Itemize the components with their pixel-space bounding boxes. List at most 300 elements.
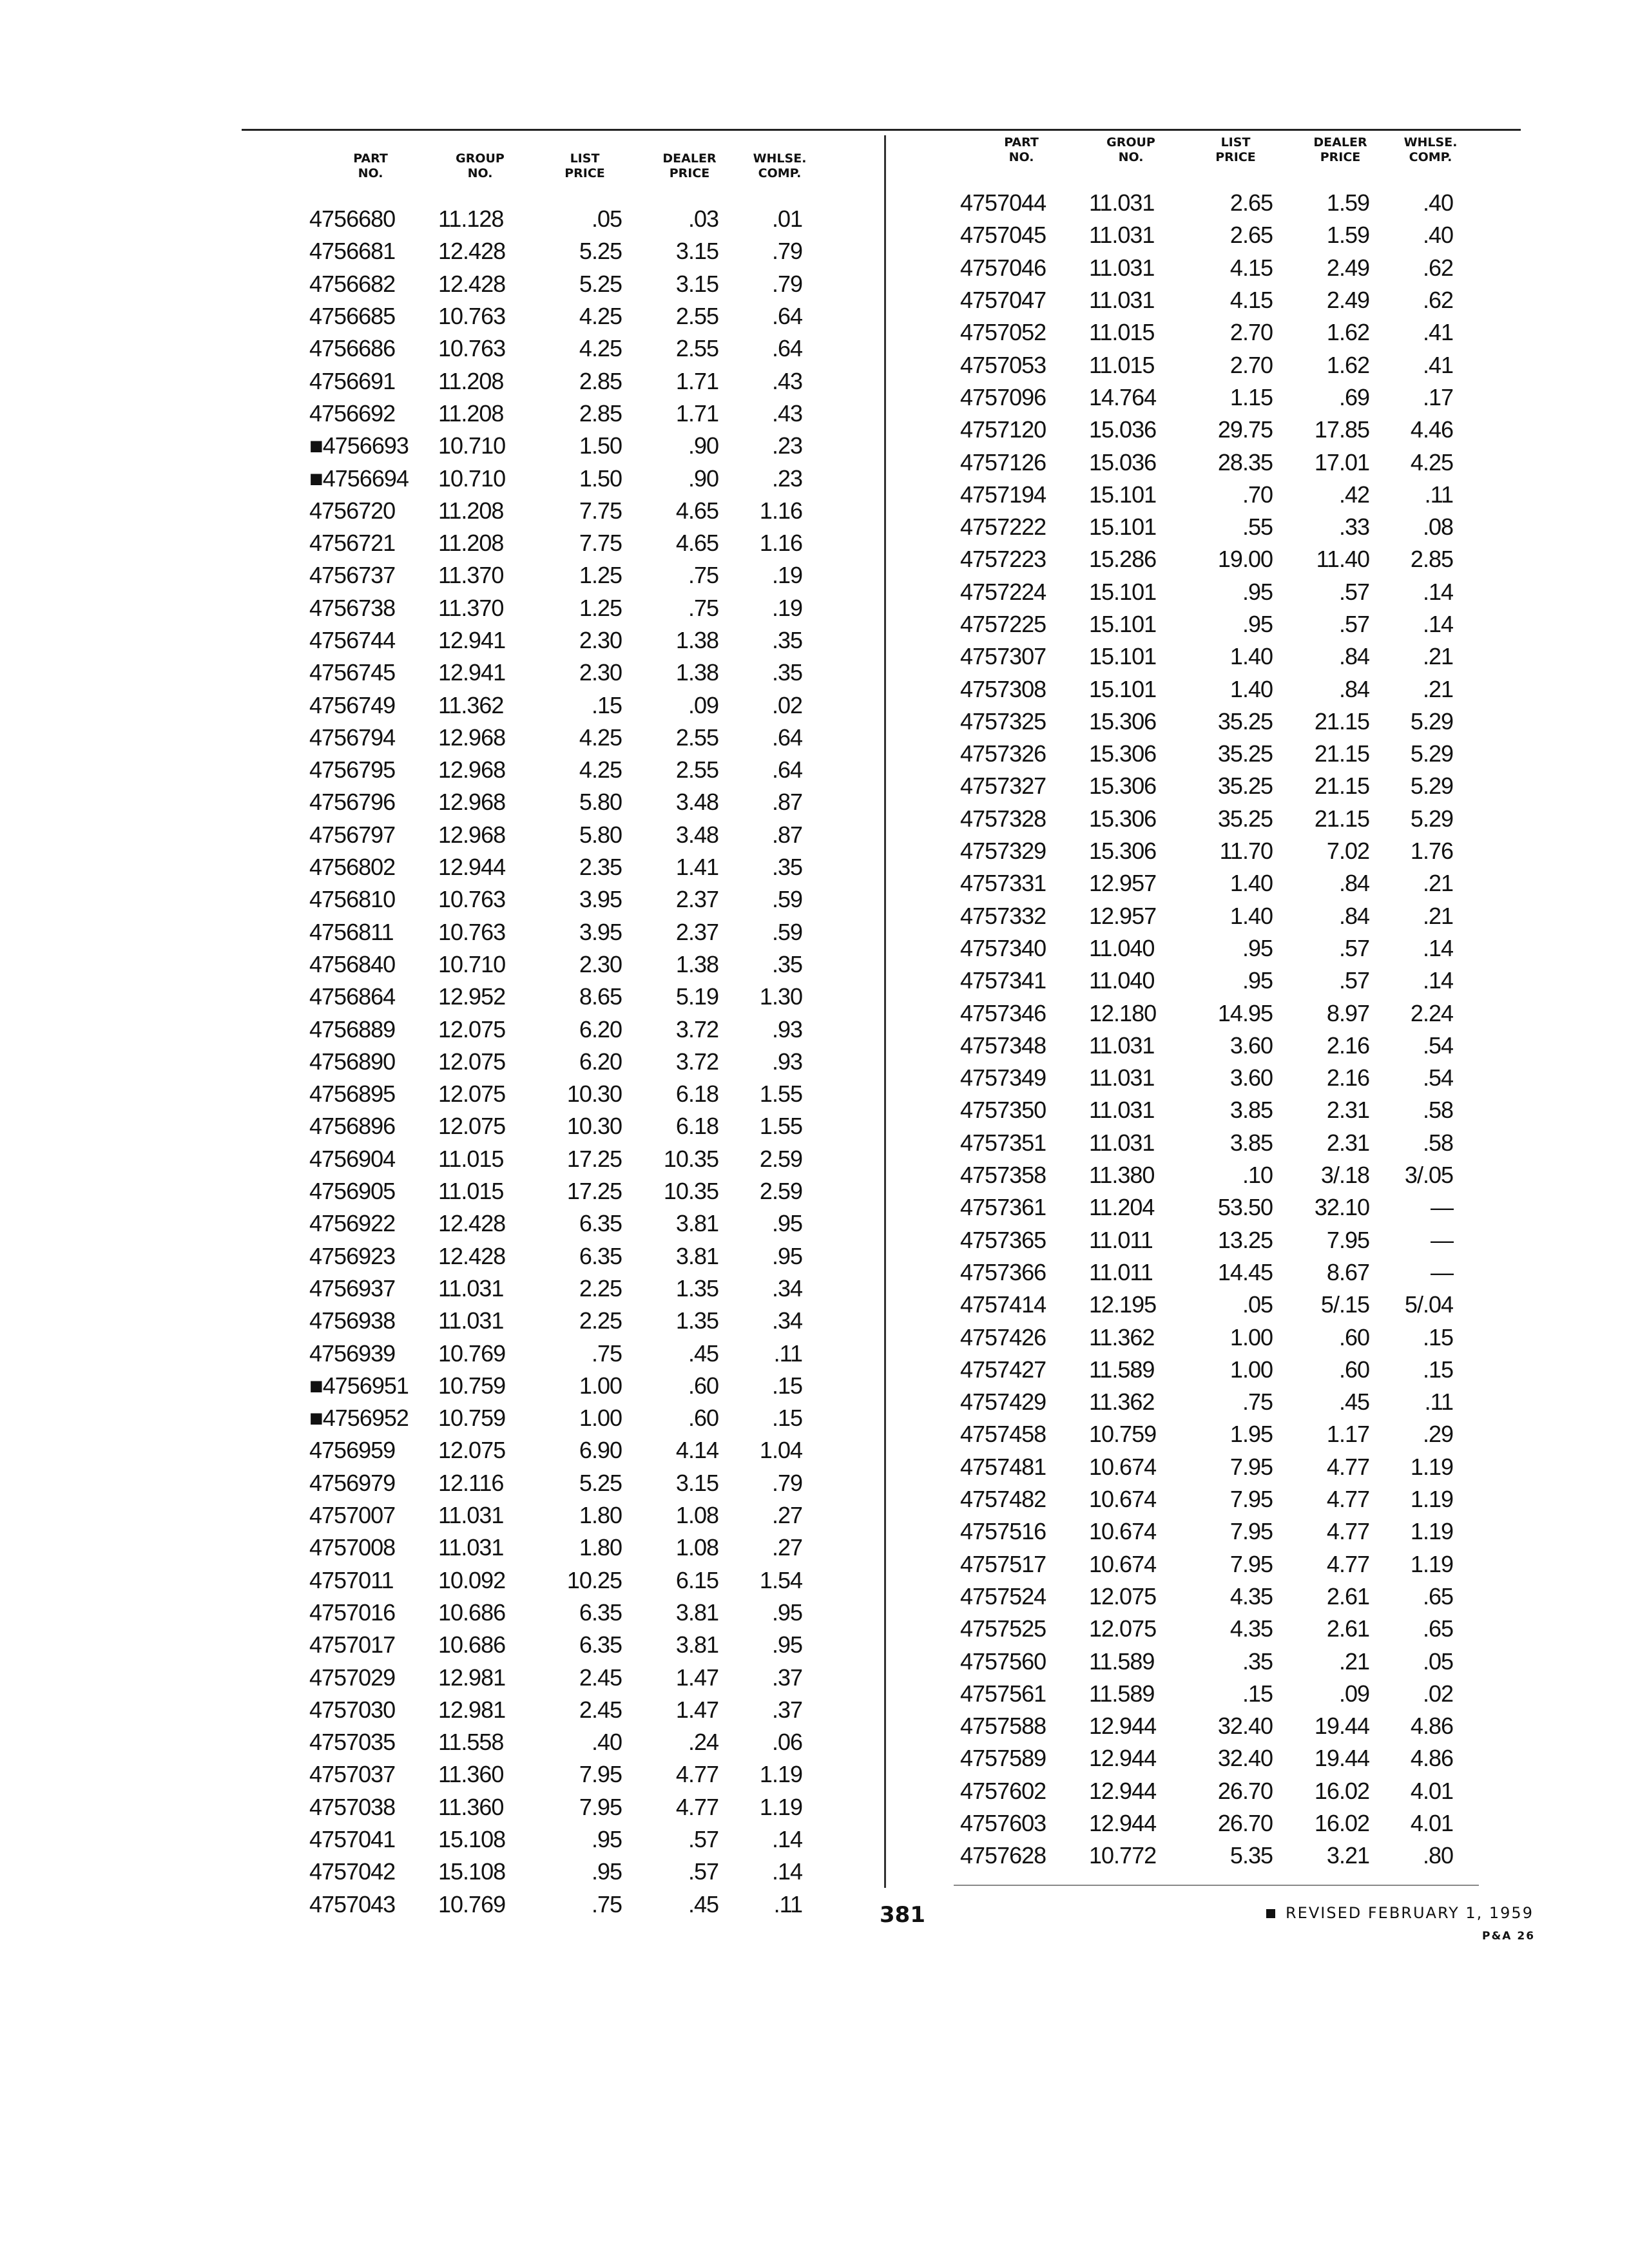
group-no-cell: 12.981 <box>438 1664 506 1691</box>
part-no-cell: 4757628 <box>960 1842 1046 1869</box>
part-no-cell: 4757222 <box>960 514 1046 541</box>
table-row <box>960 381 1472 414</box>
dealer-price-cell: 1.62 <box>1326 351 1369 378</box>
whlse-comp-cell: .21 <box>1422 870 1453 897</box>
part-no-cell: 4756802 <box>309 854 396 881</box>
group-no-cell: 11.360 <box>438 1761 504 1788</box>
table-row <box>309 624 822 657</box>
part-no-cell: 4756840 <box>309 950 396 977</box>
dealer-price-cell: .21 <box>1338 1648 1369 1675</box>
whlse-comp-cell: .35 <box>771 950 802 977</box>
dealer-price-cell: 1.62 <box>1326 319 1369 346</box>
group-no-cell: 12.957 <box>1089 902 1157 929</box>
dealer-price-cell: .45 <box>1338 1389 1369 1416</box>
part-no-cell: 4756979 <box>309 1469 396 1496</box>
table-row <box>960 187 1472 219</box>
dealer-price-cell: 10.35 <box>663 1145 718 1172</box>
whlse-comp-cell: .59 <box>771 918 802 945</box>
group-no-cell: 10.686 <box>438 1599 506 1626</box>
table-row <box>309 1402 822 1434</box>
whlse-comp-cell: .11 <box>1424 1389 1453 1416</box>
list-price-cell: 6.20 <box>579 1048 622 1075</box>
table-row <box>960 1515 1472 1548</box>
part-no-cell: 4757561 <box>960 1680 1046 1707</box>
whlse-comp-cell: .21 <box>1422 643 1453 670</box>
list-price-cell: 3.60 <box>1229 1032 1273 1059</box>
group-no-cell: 12.075 <box>438 1015 506 1043</box>
table-row <box>309 981 822 1013</box>
table-row <box>309 786 822 818</box>
list-price-cell: 1.40 <box>1229 643 1273 670</box>
part-no-cell: 4757120 <box>960 416 1046 443</box>
dealer-price-cell: 2.49 <box>1326 254 1369 281</box>
part-no-cell: 4756680 <box>309 206 396 233</box>
list-price-cell: 5.25 <box>579 270 622 297</box>
table-row <box>309 398 822 430</box>
whlse-comp-cell: .79 <box>771 238 802 265</box>
whlse-comp-cell: .95 <box>771 1242 802 1269</box>
whlse-comp-cell: .11 <box>1424 481 1453 508</box>
list-price-cell: 2.25 <box>579 1307 622 1334</box>
group-no-cell: 12.075 <box>438 1048 506 1075</box>
dealer-price-cell: 1.59 <box>1326 222 1369 249</box>
dealer-price-cell: 2.31 <box>1326 1129 1369 1156</box>
dealer-price-cell: .03 <box>688 206 718 233</box>
table-row <box>309 495 822 527</box>
part-no-cell: 4756682 <box>309 270 396 297</box>
part-no-cell: 4757038 <box>309 1793 396 1820</box>
part-no-cell: 4756795 <box>309 756 396 783</box>
whlse-comp-cell: .58 <box>1422 1097 1453 1124</box>
table-row <box>960 1354 1472 1386</box>
dealer-price-cell: .60 <box>688 1405 718 1432</box>
part-no-cell: 4757042 <box>309 1858 396 1885</box>
part-no-cell: 4757053 <box>960 351 1046 378</box>
group-no-cell: 11.589 <box>1089 1648 1155 1675</box>
whlse-comp-cell: .95 <box>771 1599 802 1626</box>
whlse-comp-cell: 1.19 <box>1410 1550 1453 1577</box>
list-price-cell: .75 <box>1242 1389 1273 1416</box>
list-price-cell: 35.25 <box>1217 773 1273 800</box>
table-row <box>309 916 822 948</box>
list-price-cell: 26.70 <box>1217 1809 1273 1836</box>
group-no-cell: 12.968 <box>438 724 506 751</box>
list-price-cell: 1.95 <box>1229 1421 1273 1448</box>
whlse-comp-cell: .15 <box>1422 1323 1453 1350</box>
part-no-cell: 4757030 <box>309 1696 396 1723</box>
part-no-header: PART NO. <box>353 151 388 180</box>
group-no-cell: 11.031 <box>1089 287 1155 314</box>
group-no-cell: 15.101 <box>1089 643 1157 670</box>
group-no-cell: 10.759 <box>438 1372 506 1399</box>
list-price-cell: 10.30 <box>566 1081 622 1108</box>
table-row <box>309 527 822 559</box>
whlse-comp-cell: .05 <box>1422 1648 1453 1675</box>
part-no-cell: 4757332 <box>960 902 1046 929</box>
part-no-cell: 4756794 <box>309 724 396 751</box>
whlse-comp-cell: .23 <box>771 465 802 492</box>
group-no-cell: 11.015 <box>438 1145 504 1172</box>
whlse-comp-header: WHLSE. COMP. <box>753 151 807 180</box>
part-no-header: PART NO. <box>1004 135 1039 164</box>
list-price-cell: 53.50 <box>1217 1194 1273 1221</box>
dealer-price-cell: 2.55 <box>675 724 718 751</box>
group-no-cell: 12.944 <box>1089 1777 1157 1804</box>
part-no-cell: 4756959 <box>309 1437 396 1464</box>
part-no-cell: 4757047 <box>960 287 1046 314</box>
group-no-cell: 12.075 <box>1089 1615 1157 1642</box>
group-no-cell: 11.031 <box>1089 254 1155 281</box>
list-price-cell: 4.25 <box>579 756 622 783</box>
dealer-price-cell: 5/.15 <box>1320 1291 1369 1318</box>
whlse-comp-cell: 1.19 <box>759 1761 802 1788</box>
whlse-comp-cell: 1.16 <box>759 497 802 524</box>
group-no-cell: 11.558 <box>438 1729 504 1756</box>
list-price-header: LIST PRICE <box>564 151 605 180</box>
whlse-comp-cell: 5.29 <box>1410 707 1453 735</box>
whlse-comp-cell: .79 <box>771 270 802 297</box>
dealer-price-header: DEALER PRICE <box>662 151 717 180</box>
group-no-cell: 10.710 <box>438 465 506 492</box>
part-no-cell: 4757516 <box>960 1518 1046 1545</box>
whlse-comp-cell: 1.19 <box>759 1793 802 1820</box>
part-no-cell: 4757017 <box>309 1631 396 1658</box>
whlse-comp-cell: .40 <box>1422 222 1453 249</box>
part-no-cell: 4757589 <box>960 1745 1046 1772</box>
dealer-price-cell: 21.15 <box>1314 773 1369 800</box>
whlse-comp-cell: .14 <box>1422 967 1453 994</box>
dealer-price-cell: .09 <box>688 691 718 718</box>
part-no-cell: 4756796 <box>309 789 396 816</box>
table-row <box>309 462 822 494</box>
part-no-cell: 4757041 <box>309 1825 396 1852</box>
group-no-cell: 11.011 <box>1089 1226 1153 1253</box>
part-no-cell: 4757429 <box>960 1389 1046 1416</box>
table-row <box>960 803 1472 835</box>
whlse-comp-cell: .65 <box>1422 1582 1453 1610</box>
dealer-price-cell: 21.15 <box>1314 707 1369 735</box>
part-no-cell: 4757045 <box>960 222 1046 249</box>
table-row <box>960 414 1472 446</box>
whlse-comp-cell: .64 <box>771 303 802 330</box>
part-no-cell: 4756720 <box>309 497 396 524</box>
part-no-cell: 4757414 <box>960 1291 1046 1318</box>
whlse-comp-cell: .87 <box>771 789 802 816</box>
whlse-comp-header: WHLSE. COMP. <box>1403 135 1458 164</box>
dealer-price-cell: .09 <box>1338 1680 1369 1707</box>
dealer-price-cell: .45 <box>688 1890 718 1917</box>
whlse-comp-cell: .59 <box>771 886 802 913</box>
list-price-cell: 2.85 <box>579 399 622 427</box>
group-no-cell: 11.370 <box>438 594 504 621</box>
table-row <box>309 1078 822 1110</box>
part-no-cell: 4757007 <box>309 1502 396 1529</box>
part-no-cell: 4757351 <box>960 1129 1046 1156</box>
group-no-cell: 11.208 <box>438 399 504 427</box>
group-no-cell: 12.981 <box>438 1696 506 1723</box>
list-price-cell: 32.40 <box>1217 1745 1273 1772</box>
table-row <box>960 640 1472 673</box>
list-price-cell: 7.95 <box>1229 1550 1273 1577</box>
whlse-comp-cell: .19 <box>771 562 802 589</box>
dealer-price-cell: 3.72 <box>675 1048 718 1075</box>
part-no-cell: ■4756694 <box>309 465 409 492</box>
whlse-comp-cell: .15 <box>1422 1356 1453 1383</box>
dealer-price-cell: 4.77 <box>1326 1550 1369 1577</box>
group-no-cell: 11.031 <box>438 1502 504 1529</box>
group-no-cell: 15.036 <box>1089 448 1157 476</box>
dealer-price-cell: 2.37 <box>675 886 718 913</box>
list-price-cell: 19.00 <box>1217 546 1273 573</box>
list-price-cell: 7.75 <box>579 497 622 524</box>
list-price-cell: .55 <box>1242 514 1273 541</box>
part-no-cell: 4757481 <box>960 1453 1046 1480</box>
dealer-price-cell: 4.77 <box>675 1761 718 1788</box>
dealer-price-cell: .45 <box>688 1340 718 1367</box>
table-row <box>960 608 1472 640</box>
list-price-cell: 8.65 <box>579 983 622 1010</box>
dealer-price-cell: 4.77 <box>1326 1486 1369 1513</box>
group-no-cell: 12.944 <box>1089 1809 1157 1836</box>
dealer-price-cell: 6.15 <box>675 1566 718 1593</box>
group-no-cell: 10.769 <box>438 1890 506 1917</box>
list-price-cell: .10 <box>1242 1162 1273 1189</box>
list-price-cell: 2.85 <box>579 367 622 394</box>
list-price-cell: 1.80 <box>579 1534 622 1561</box>
table-row <box>309 365 822 397</box>
group-no-cell: 11.031 <box>1089 1032 1155 1059</box>
list-price-cell: 7.95 <box>1229 1453 1273 1480</box>
group-no-cell: 15.101 <box>1089 514 1157 541</box>
whlse-comp-cell: 4.86 <box>1410 1745 1453 1772</box>
whlse-comp-cell: 1.54 <box>759 1566 802 1593</box>
table-row <box>960 932 1472 965</box>
table-row <box>960 446 1472 478</box>
table-row <box>960 1451 1472 1483</box>
whlse-comp-cell: .27 <box>771 1502 802 1529</box>
table-row <box>309 1207 822 1240</box>
list-price-cell: .05 <box>591 206 622 233</box>
list-price-cell: 6.35 <box>579 1210 622 1237</box>
dealer-price-cell: .84 <box>1338 902 1369 929</box>
dealer-price-cell: .57 <box>1338 934 1369 961</box>
dealer-price-cell: 2.55 <box>675 303 718 330</box>
left-table-body <box>309 203 822 1921</box>
list-price-cell: 1.50 <box>579 465 622 492</box>
list-price-cell: .95 <box>591 1825 622 1852</box>
list-price-cell: 5.80 <box>579 789 622 816</box>
part-no-cell: 4757126 <box>960 448 1046 476</box>
list-price-cell: 2.25 <box>579 1274 622 1302</box>
part-no-cell: 4757482 <box>960 1486 1046 1513</box>
dealer-price-cell: 1.59 <box>1326 189 1369 216</box>
group-no-cell: 10.710 <box>438 950 506 977</box>
group-no-cell: 12.428 <box>438 1210 506 1237</box>
dealer-price-cell: 7.95 <box>1326 1226 1369 1253</box>
whlse-comp-cell: .08 <box>1422 514 1453 541</box>
table-row <box>309 1597 822 1629</box>
dealer-price-cell: .57 <box>688 1825 718 1852</box>
whlse-comp-cell: .06 <box>771 1729 802 1756</box>
whlse-comp-cell: 4.46 <box>1410 416 1453 443</box>
part-no-cell: 4756864 <box>309 983 396 1010</box>
list-price-cell: .75 <box>591 1890 622 1917</box>
group-no-cell: 11.589 <box>1089 1680 1155 1707</box>
whlse-comp-cell: 5/.04 <box>1404 1291 1453 1318</box>
dealer-price-cell: 1.08 <box>675 1502 718 1529</box>
table-row <box>309 851 822 883</box>
table-row <box>309 235 822 267</box>
dealer-price-cell: 1.35 <box>675 1307 718 1334</box>
group-no-cell: 10.763 <box>438 918 506 945</box>
part-no-cell: 4757043 <box>309 1890 396 1917</box>
group-no-cell: 15.101 <box>1089 675 1157 702</box>
group-no-cell: 15.108 <box>438 1825 506 1852</box>
dealer-price-cell: 32.10 <box>1314 1194 1369 1221</box>
table-row <box>960 770 1472 802</box>
whlse-comp-cell: .95 <box>771 1210 802 1237</box>
whlse-comp-cell: .14 <box>771 1858 802 1885</box>
table-row <box>960 1483 1472 1515</box>
list-price-cell: 32.40 <box>1217 1713 1273 1740</box>
list-price-cell: 1.00 <box>1229 1323 1273 1350</box>
list-price-cell: 3.60 <box>1229 1064 1273 1091</box>
table-row <box>960 997 1472 1029</box>
group-no-cell: 15.036 <box>1089 416 1157 443</box>
table-row <box>309 592 822 624</box>
table-row <box>960 1548 1472 1580</box>
whlse-comp-cell: .43 <box>771 367 802 394</box>
list-price-cell: 3.85 <box>1229 1129 1273 1156</box>
group-no-cell: 10.772 <box>1089 1842 1157 1869</box>
whlse-comp-cell: 2.24 <box>1410 999 1453 1026</box>
group-no-cell: 12.968 <box>438 789 506 816</box>
list-price-cell: 35.25 <box>1217 740 1273 767</box>
dealer-price-cell: 2.55 <box>675 756 718 783</box>
whlse-comp-cell: .62 <box>1422 287 1453 314</box>
part-no-cell: 4756738 <box>309 594 396 621</box>
table-row <box>960 316 1472 349</box>
revised-note <box>1266 1904 1534 1922</box>
table-row <box>309 689 822 721</box>
part-no-cell: 4756811 <box>309 918 394 945</box>
table-row <box>309 1888 822 1920</box>
dealer-price-cell: .84 <box>1338 870 1369 897</box>
group-no-cell: 11.208 <box>438 497 504 524</box>
table-row <box>960 1645 1472 1677</box>
part-no-cell: 4756685 <box>309 303 396 330</box>
table-row <box>960 1742 1472 1774</box>
group-no-cell: 12.180 <box>1089 999 1157 1026</box>
group-no-cell: 10.674 <box>1089 1453 1157 1480</box>
whlse-comp-cell: .41 <box>1422 351 1453 378</box>
table-row <box>960 673 1472 705</box>
part-no-cell: 4757044 <box>960 189 1046 216</box>
right-table-header <box>960 135 1472 187</box>
part-no-cell: 4757525 <box>960 1615 1046 1642</box>
dealer-price-cell: 4.77 <box>1326 1453 1369 1480</box>
dealer-price-cell: 1.47 <box>675 1696 718 1723</box>
list-price-cell: 4.25 <box>579 724 622 751</box>
part-no-cell: 4757016 <box>309 1599 396 1626</box>
group-no-cell: 15.108 <box>438 1858 506 1885</box>
table-row <box>960 1191 1472 1224</box>
table-row <box>960 1127 1472 1159</box>
table-row <box>960 1062 1472 1094</box>
part-no-cell: 4757029 <box>309 1664 396 1691</box>
dealer-price-cell: 1.38 <box>675 659 718 686</box>
dealer-price-cell: 3.15 <box>675 270 718 297</box>
group-no-cell: 12.941 <box>438 659 506 686</box>
whlse-comp-cell: .17 <box>1422 383 1453 410</box>
table-row <box>960 1030 1472 1062</box>
group-no-cell: 10.686 <box>438 1631 506 1658</box>
whlse-comp-cell: .93 <box>771 1015 802 1043</box>
whlse-comp-cell: .37 <box>771 1664 802 1691</box>
table-row <box>309 1791 822 1823</box>
dealer-price-cell: 3/.18 <box>1320 1162 1369 1189</box>
table-row <box>960 1678 1472 1710</box>
dealer-price-cell: .60 <box>1338 1356 1369 1383</box>
list-price-cell: 5.35 <box>1229 1842 1273 1869</box>
right-table-body <box>960 187 1472 1872</box>
whlse-comp-cell: .80 <box>1422 1842 1453 1869</box>
group-no-cell: 10.092 <box>438 1566 506 1593</box>
group-no-cell: 11.128 <box>438 206 504 233</box>
group-no-cell: 12.941 <box>438 627 506 653</box>
group-no-cell: 12.968 <box>438 821 506 848</box>
group-no-cell: 15.306 <box>1089 707 1157 735</box>
whlse-comp-cell: 1.76 <box>1410 838 1453 865</box>
group-no-cell: 12.075 <box>1089 1582 1157 1610</box>
whlse-comp-cell: — <box>1431 1194 1453 1221</box>
part-no-cell: 4756692 <box>309 399 396 427</box>
list-price-cell: 6.35 <box>579 1631 622 1658</box>
table-row <box>309 332 822 365</box>
part-no-cell: 4757340 <box>960 934 1046 961</box>
list-price-cell: 5.25 <box>579 1469 622 1496</box>
whlse-comp-cell: 1.55 <box>759 1081 802 1108</box>
list-price-cell: 2.65 <box>1229 189 1273 216</box>
table-row <box>309 1758 822 1791</box>
part-no-cell: 4757325 <box>960 707 1046 735</box>
whlse-comp-cell: — <box>1431 1226 1453 1253</box>
dealer-price-cell: 8.97 <box>1326 999 1369 1026</box>
list-price-cell: .95 <box>1242 967 1273 994</box>
group-no-cell: 15.306 <box>1089 740 1157 767</box>
dealer-price-cell: 3.48 <box>675 789 718 816</box>
list-price-cell: 4.25 <box>579 303 622 330</box>
group-no-cell: 11.360 <box>438 1793 504 1820</box>
table-row <box>960 1807 1472 1840</box>
group-no-cell: 12.195 <box>1089 1291 1157 1318</box>
whlse-comp-cell: .41 <box>1422 319 1453 346</box>
part-no-cell: 4756938 <box>309 1307 396 1334</box>
list-price-cell: 7.95 <box>1229 1518 1273 1545</box>
group-no-cell: 11.370 <box>438 562 504 589</box>
list-price-cell: 2.45 <box>579 1696 622 1723</box>
list-price-cell: .15 <box>1242 1680 1273 1707</box>
part-no-cell: 4757588 <box>960 1713 1046 1740</box>
part-no-cell: 4757517 <box>960 1550 1046 1577</box>
page-code: P&A 26 <box>1482 1930 1536 1943</box>
dealer-price-cell: .75 <box>688 594 718 621</box>
part-no-cell: 4756937 <box>309 1274 396 1302</box>
table-row <box>309 1110 822 1142</box>
dealer-price-cell: .57 <box>1338 578 1369 605</box>
group-no-cell: 10.674 <box>1089 1486 1157 1513</box>
part-no-cell: 4757194 <box>960 481 1046 508</box>
